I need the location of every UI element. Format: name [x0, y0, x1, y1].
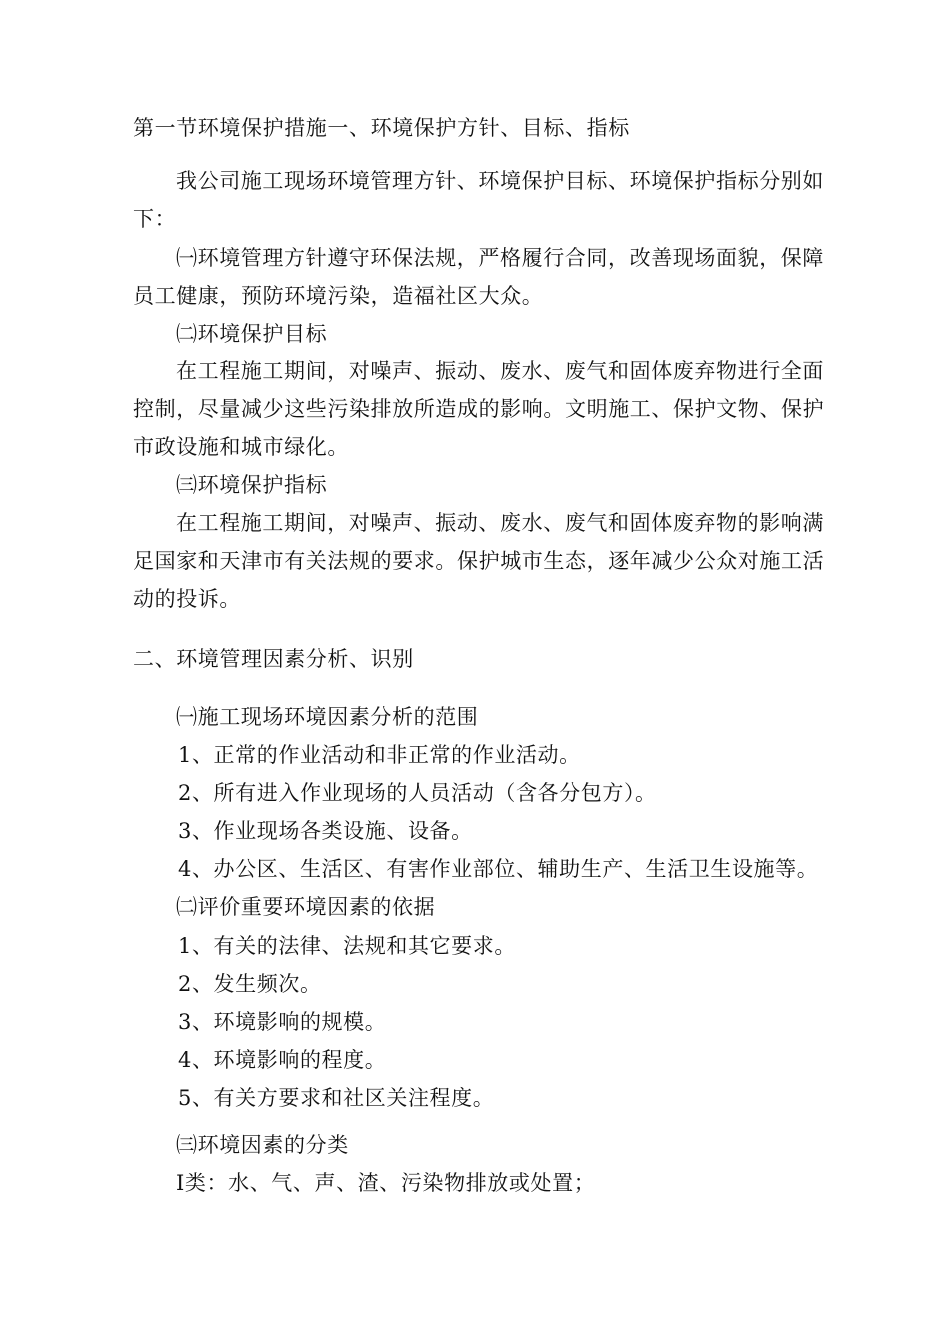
classification-class-1: Ⅰ类：水、气、声、渣、污染物排放或处置；	[176, 1171, 596, 1195]
intro-line-1: 我公司施工现场环境管理方针、环境保护目标、环境保护指标分别如	[176, 169, 824, 193]
goal-line-2: 控制，尽量减少这些污染排放所造成的影响。文明施工、保护文物、保护	[133, 397, 825, 421]
goal-title: ㈡环境保护目标	[176, 322, 328, 346]
policy-line-2: 员工健康，预防环境污染，造福社区大众。	[133, 284, 544, 308]
classification-title: ㈢环境因素的分类	[176, 1133, 349, 1157]
section-2-heading: 二、环境管理因素分析、识别	[133, 647, 414, 671]
basis-item-2: 2、发生频次。	[178, 972, 322, 996]
scope-title: ㈠施工现场环境因素分析的范围	[176, 705, 479, 729]
intro-line-2: 下：	[133, 207, 177, 231]
goal-line-1: 在工程施工期间，对噪声、振动、废水、废气和固体废弃物进行全面	[176, 359, 824, 383]
basis-item-3: 3、环境影响的规模。	[178, 1010, 387, 1034]
indicator-title: ㈢环境保护指标	[176, 473, 328, 497]
indicator-line-3: 动的投诉。	[133, 587, 241, 611]
scope-item-1: 1、正常的作业活动和非正常的作业活动。	[178, 743, 581, 767]
scope-item-2: 2、所有进入作业现场的人员活动（含各分包方）。	[178, 781, 657, 805]
indicator-line-2: 足国家和天津市有关法规的要求。保护城市生态，逐年减少公众对施工活	[133, 549, 825, 573]
section-heading: 第一节环境保护措施一、环境保护方针、目标、指标	[133, 116, 630, 140]
basis-title: ㈡评价重要环境因素的依据	[176, 895, 436, 919]
basis-item-5: 5、有关方要求和社区关注程度。	[178, 1086, 495, 1110]
policy-line-1: ㈠环境管理方针遵守环保法规，严格履行合同，改善现场面貌，保障	[176, 246, 824, 270]
scope-item-4: 4、办公区、生活区、有害作业部位、辅助生产、生活卫生设施等。	[178, 857, 819, 881]
scope-item-3: 3、作业现场各类设施、设备。	[178, 819, 473, 843]
basis-item-1: 1、有关的法律、法规和其它要求。	[178, 934, 516, 958]
basis-item-4: 4、环境影响的程度。	[178, 1048, 387, 1072]
indicator-line-1: 在工程施工期间，对噪声、振动、废水、废气和固体废弃物的影响满	[176, 511, 824, 535]
goal-line-3: 市政设施和城市绿化。	[133, 435, 349, 459]
